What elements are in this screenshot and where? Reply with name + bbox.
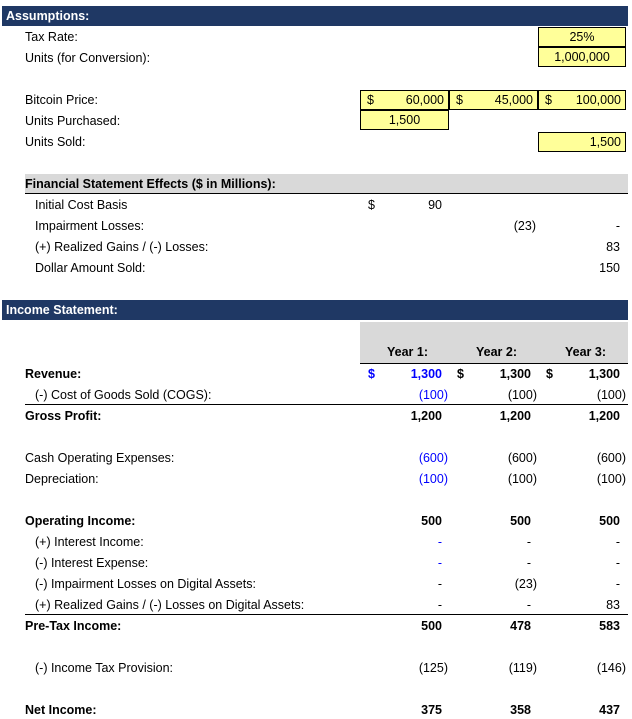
initial-cost-value: 90 (428, 198, 442, 212)
fs-impairment-value-2: (23) (513, 219, 536, 233)
revenue-symbol-1: $ (368, 367, 375, 381)
initial-cost-label: Initial Cost Basis (35, 198, 128, 212)
bitcoin-price-input-1[interactable] (360, 90, 449, 110)
depreciation-year-1[interactable]: (100) (418, 472, 448, 486)
fs-impairment-label: Impairment Losses: (35, 219, 145, 233)
bitcoin-price-3-value: 100,000 (575, 93, 621, 107)
cogs-year-3: (100) (596, 388, 626, 402)
bitcoin-price-label: Bitcoin Price: (25, 93, 98, 107)
cash-opex-label: Cash Operating Expenses: (25, 451, 175, 465)
gross-profit-year-1: 1,200 (410, 409, 442, 423)
cogs-year-2: (100) (507, 388, 537, 402)
realized-label: (+) Realized Gains / (-) Losses on Digital Assets: (35, 598, 305, 612)
bitcoin-price-2-value: 45,000 (494, 93, 533, 107)
bitcoin-price-1-value: 60,000 (405, 93, 444, 107)
revenue-year-2: 1,300 (499, 367, 531, 381)
realized-underline (25, 614, 628, 615)
realized-year-3: 83 (606, 598, 620, 612)
net-income-year-1: 375 (421, 703, 442, 717)
cogs-underline (25, 404, 628, 405)
cogs-label: (-) Cost of Goods Sold (COGS): (35, 388, 212, 402)
units-conversion-label: Units (for Conversion): (25, 51, 151, 65)
operating-income-label: Operating Income: (25, 514, 136, 528)
interest-income-label: (+) Interest Income: (35, 535, 144, 549)
depreciation-label: Depreciation: (25, 472, 99, 486)
net-income-label: Net Income: (25, 703, 97, 717)
bitcoin-price-input-2[interactable] (449, 90, 538, 110)
income-statement-header: Income Statement: (2, 300, 628, 320)
revenue-symbol-3: $ (546, 367, 553, 381)
tax-year-2: (119) (508, 661, 537, 675)
tax-label: (-) Income Tax Provision: (35, 661, 174, 675)
interest-expense-year-3: - (615, 556, 620, 570)
units-conversion-value: 1,000,000 (554, 50, 610, 64)
units-conversion-input[interactable] (538, 47, 626, 67)
interest-income-year-2: - (526, 535, 531, 549)
cash-opex-year-3: (600) (596, 451, 626, 465)
fs-realized-value: 83 (606, 240, 620, 254)
interest-expense-year-2: - (526, 556, 531, 570)
bitcoin-price-2-symbol: $ (456, 93, 463, 107)
units-purchased-input[interactable] (360, 110, 449, 130)
initial-cost-symbol: $ (368, 198, 375, 212)
dollar-sold-label: Dollar Amount Sold: (35, 261, 146, 275)
year-1-header: Year 1: (386, 345, 428, 359)
depreciation-year-3: (100) (596, 472, 626, 486)
bitcoin-price-3-symbol: $ (545, 93, 552, 107)
fs-realized-label: (+) Realized Gains / (-) Losses: (35, 240, 209, 254)
interest-expense-label: (-) Interest Expense: (35, 556, 149, 570)
tax-rate-label: Tax Rate: (25, 30, 78, 44)
interest-income-year-3: - (615, 535, 620, 549)
gross-profit-year-3: 1,200 (588, 409, 620, 423)
tax-rate-value: 25% (569, 30, 595, 44)
revenue-year-3: 1,300 (588, 367, 620, 381)
operating-income-year-2: 500 (510, 514, 531, 528)
units-purchased-label: Units Purchased: (25, 114, 121, 128)
revenue-label: Revenue: (25, 367, 82, 381)
impairment-year-2: (23) (514, 577, 537, 591)
year-3-header: Year 3: (564, 345, 606, 359)
units-sold-input[interactable] (538, 132, 626, 152)
bitcoin-price-1-symbol: $ (367, 93, 374, 107)
realized-year-1: - (437, 598, 442, 612)
impairment-label: (-) Impairment Losses on Digital Assets: (35, 577, 256, 591)
cash-opex-year-2: (600) (507, 451, 537, 465)
dollar-sold-value: 150 (599, 261, 620, 275)
depreciation-year-2: (100) (507, 472, 537, 486)
impairment-year-1: - (437, 577, 442, 591)
impairment-year-3: - (615, 577, 620, 591)
revenue-symbol-2: $ (457, 367, 464, 381)
fs-effects-underline (25, 193, 628, 194)
net-income-year-3: 437 (599, 703, 620, 717)
operating-income-year-1: 500 (421, 514, 442, 528)
realized-year-2: - (526, 598, 531, 612)
bitcoin-price-input-3[interactable] (538, 90, 626, 110)
fs-effects-title: Financial Statement Effects ($ in Millions): (25, 177, 276, 191)
tax-year-1: (125) (418, 661, 448, 675)
units-sold-label: Units Sold: (25, 135, 86, 149)
pretax-label: Pre-Tax Income: (25, 619, 122, 633)
fs-impairment-value-3: - (615, 219, 620, 233)
cash-opex-year-1[interactable]: (600) (418, 451, 448, 465)
interest-expense-year-1[interactable]: - (437, 556, 442, 570)
operating-income-year-3: 500 (599, 514, 620, 528)
assumptions-header: Assumptions: (2, 6, 628, 26)
tax-year-3: (146) (596, 661, 626, 675)
tax-rate-input[interactable] (538, 27, 626, 47)
gross-profit-label: Gross Profit: (25, 409, 102, 423)
year-2-header: Year 2: (475, 345, 517, 359)
revenue-year-1[interactable]: 1,300 (410, 367, 442, 381)
net-income-year-2: 358 (510, 703, 531, 717)
interest-income-year-1[interactable]: - (437, 535, 442, 549)
gross-profit-year-2: 1,200 (499, 409, 531, 423)
units-purchased-value: 1,500 (388, 113, 421, 127)
pretax-year-3: 583 (599, 619, 620, 633)
pretax-year-1: 500 (421, 619, 442, 633)
cogs-year-1[interactable]: (100) (418, 388, 448, 402)
pretax-year-2: 478 (510, 619, 531, 633)
units-sold-value: 1,500 (589, 135, 621, 149)
